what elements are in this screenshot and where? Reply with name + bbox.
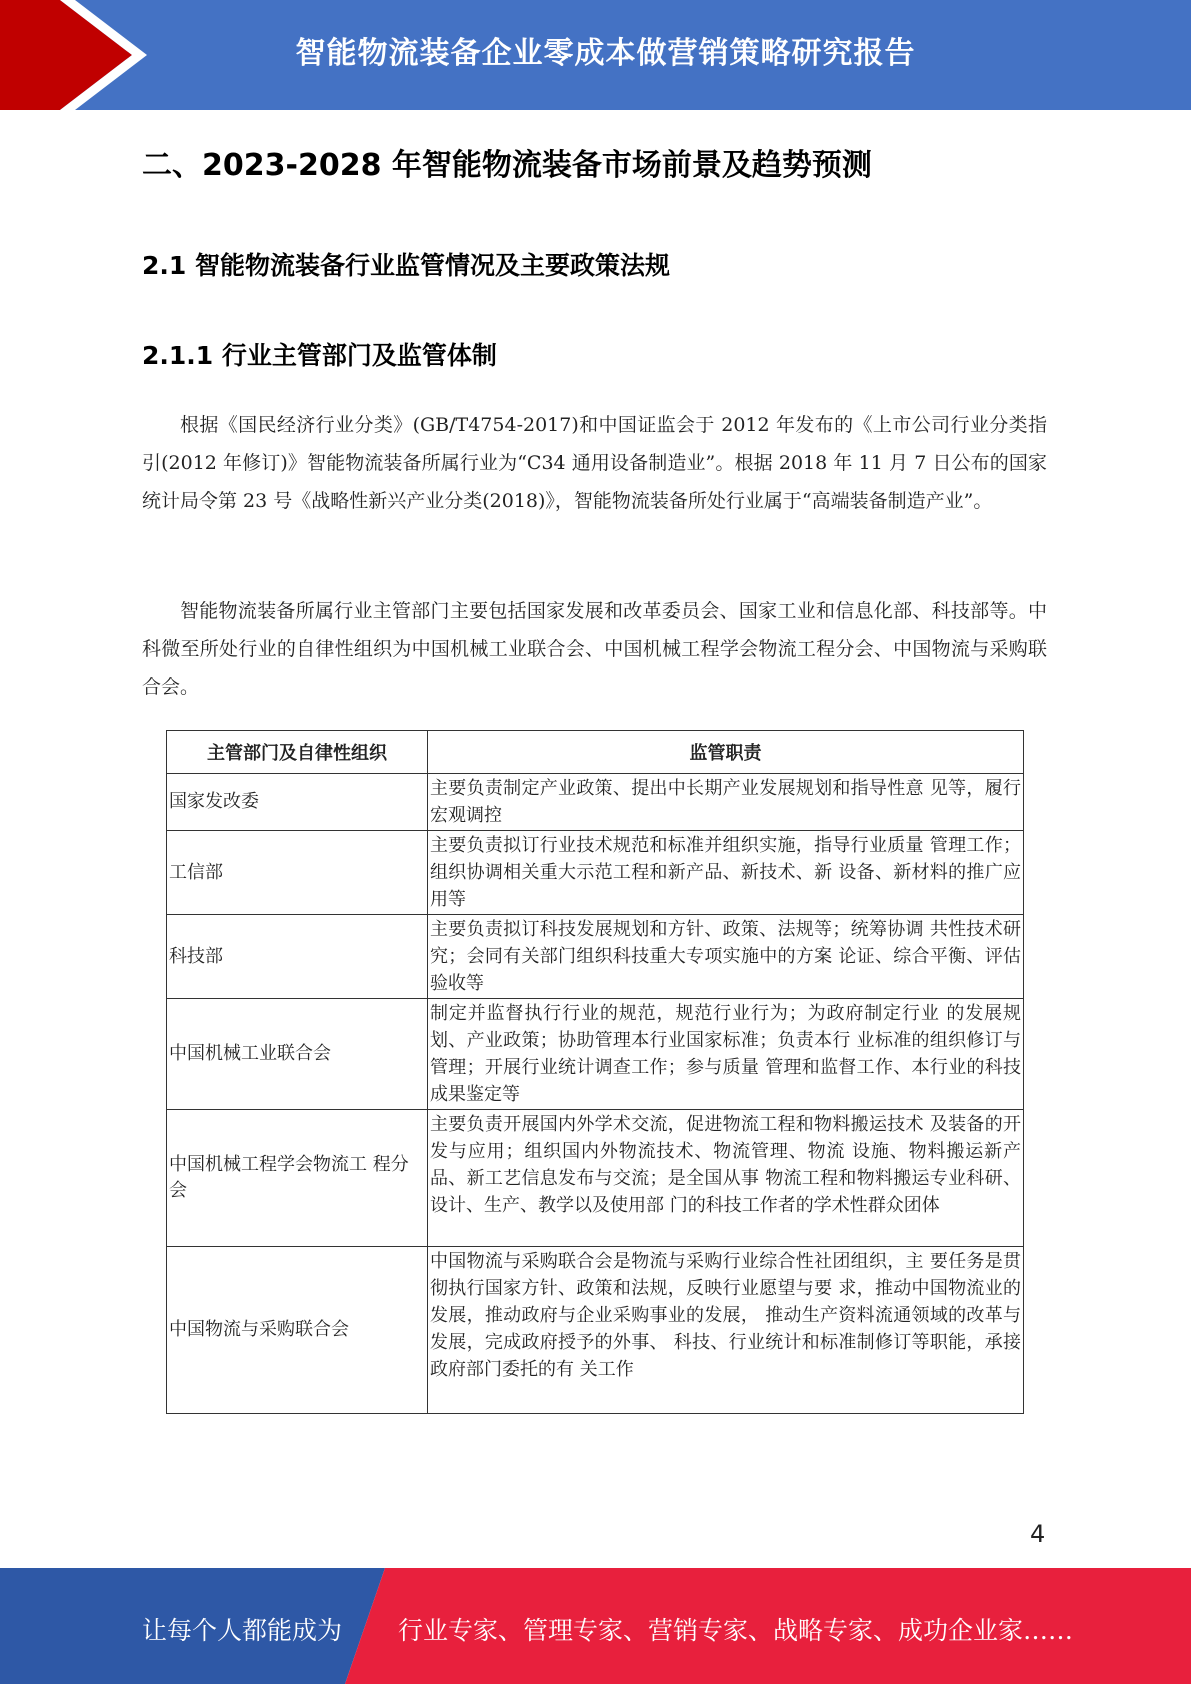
body-paragraph-authorities: 智能物流装备所属行业主管部门主要包括国家发展和改革委员会、国家工业和信息化部、科技部等。中科微至所处行业的自律性组织为中国机械工业联合会、中国机械工程学会物流工程分会、中国物流与采购联合会。 [142, 600, 1047, 698]
footer-slogan-left: 让每个人都能成为 [142, 1616, 343, 1645]
table-row [167, 915, 1024, 999]
duty-cell: 主要负责拟订行业技术规范和标准并组织实施，指导行业质量 管理工作；组织协调相关重大示范工程和新产品、新技术、新 设备、新材料的推广应用等 [428, 831, 1024, 915]
report-footer [0, 1568, 1191, 1684]
organization-cell: 科技部 [167, 915, 428, 999]
section-heading: 2.1 智能物流装备行业监管情况及主要政策法规 [142, 251, 670, 280]
duty-cell: 中国物流与采购联合会是物流与采购行业综合性社团组织，主 要任务是贯彻执行国家方针、政策和法规，反映行业愿望与要 求，推动中国物流业的发展，推动政府与企业采购事业的发展， 推动生产资料流通领域的改革与发展，完成政府授予的外事、 科技、行业统计和标准制修订等职能，承接政府部门委托的有 关工作 [428, 1247, 1024, 1414]
table-row [167, 774, 1024, 831]
duty-cell: 制定并监督执行行业的规范，规范行业行为；为政府制定行业 的发展规划、产业政策；协助管理本行业国家标准；负责本行 业标准的组织修订与管理；开展行业统计调查工作；参与质量 管理和监督工作、本行业的科技成果鉴定等 [428, 999, 1024, 1110]
organization-cell: 中国机械工业联合会 [167, 999, 428, 1110]
organization-cell: 工信部 [167, 831, 428, 915]
duty-cell: 主要负责拟订科技发展规划和方针、政策、法规等；统筹协调 共性技术研究；会同有关部门组织科技重大专项实施中的方案 论证、综合平衡、评估验收等 [428, 915, 1024, 999]
column-header-organization: 主管部门及自律性组织 [167, 731, 428, 774]
body-paragraph-classification: 根据《国民经济行业分类》(GB/T4754-2017)和中国证监会于 2012 年发布的《上市公司行业分类指引(2012 年修订)》智能物流装备所属行业为“C34 通用设备制造业”。根据 2018 年 11 月 7 日公布的国家统计局令第 23 号《战略性新兴产业分类(2018)》，智能物流装备所处行业属于“高端装备制造产业”。 [142, 414, 1047, 512]
column-header-duties: 监管职责 [428, 731, 1024, 774]
regulatory-authority-table [166, 730, 1024, 1414]
organization-cell: 国家发改委 [167, 774, 428, 831]
footer-slogan-right: 行业专家、管理专家、营销专家、战略专家、成功企业家…… [398, 1616, 1074, 1645]
organization-cell: 中国物流与采购联合会 [167, 1247, 428, 1414]
subsection-heading: 2.1.1 行业主管部门及监管体制 [142, 341, 497, 370]
table-header-row [167, 731, 1024, 774]
organization-cell: 中国机械工程学会物流工 程分会 [167, 1110, 428, 1247]
table-row [167, 1247, 1024, 1414]
table-row [167, 999, 1024, 1110]
duty-cell: 主要负责制定产业政策、提出中长期产业发展规划和指导性意 见等，履行宏观调控 [428, 774, 1024, 831]
chapter-heading: 二、2023-2028 年智能物流装备市场前景及趋势预测 [142, 148, 872, 183]
page-number: 4 [1030, 1520, 1046, 1548]
table-row [167, 831, 1024, 915]
report-title: 智能物流装备企业零成本做营销策略研究报告 [295, 36, 916, 71]
duty-cell: 主要负责开展国内外学术交流，促进物流工程和物料搬运技术 及装备的开发与应用；组织国内外物流技术、物流管理、物流 设施、物料搬运新产品、新工艺信息发布与交流；是全国从事 物流工程和物料搬运专业科研、设计、生产、教学以及使用部 门的科技工作者的学术性群众团体 [428, 1110, 1024, 1247]
table-row [167, 1110, 1024, 1247]
report-header [0, 0, 1191, 110]
